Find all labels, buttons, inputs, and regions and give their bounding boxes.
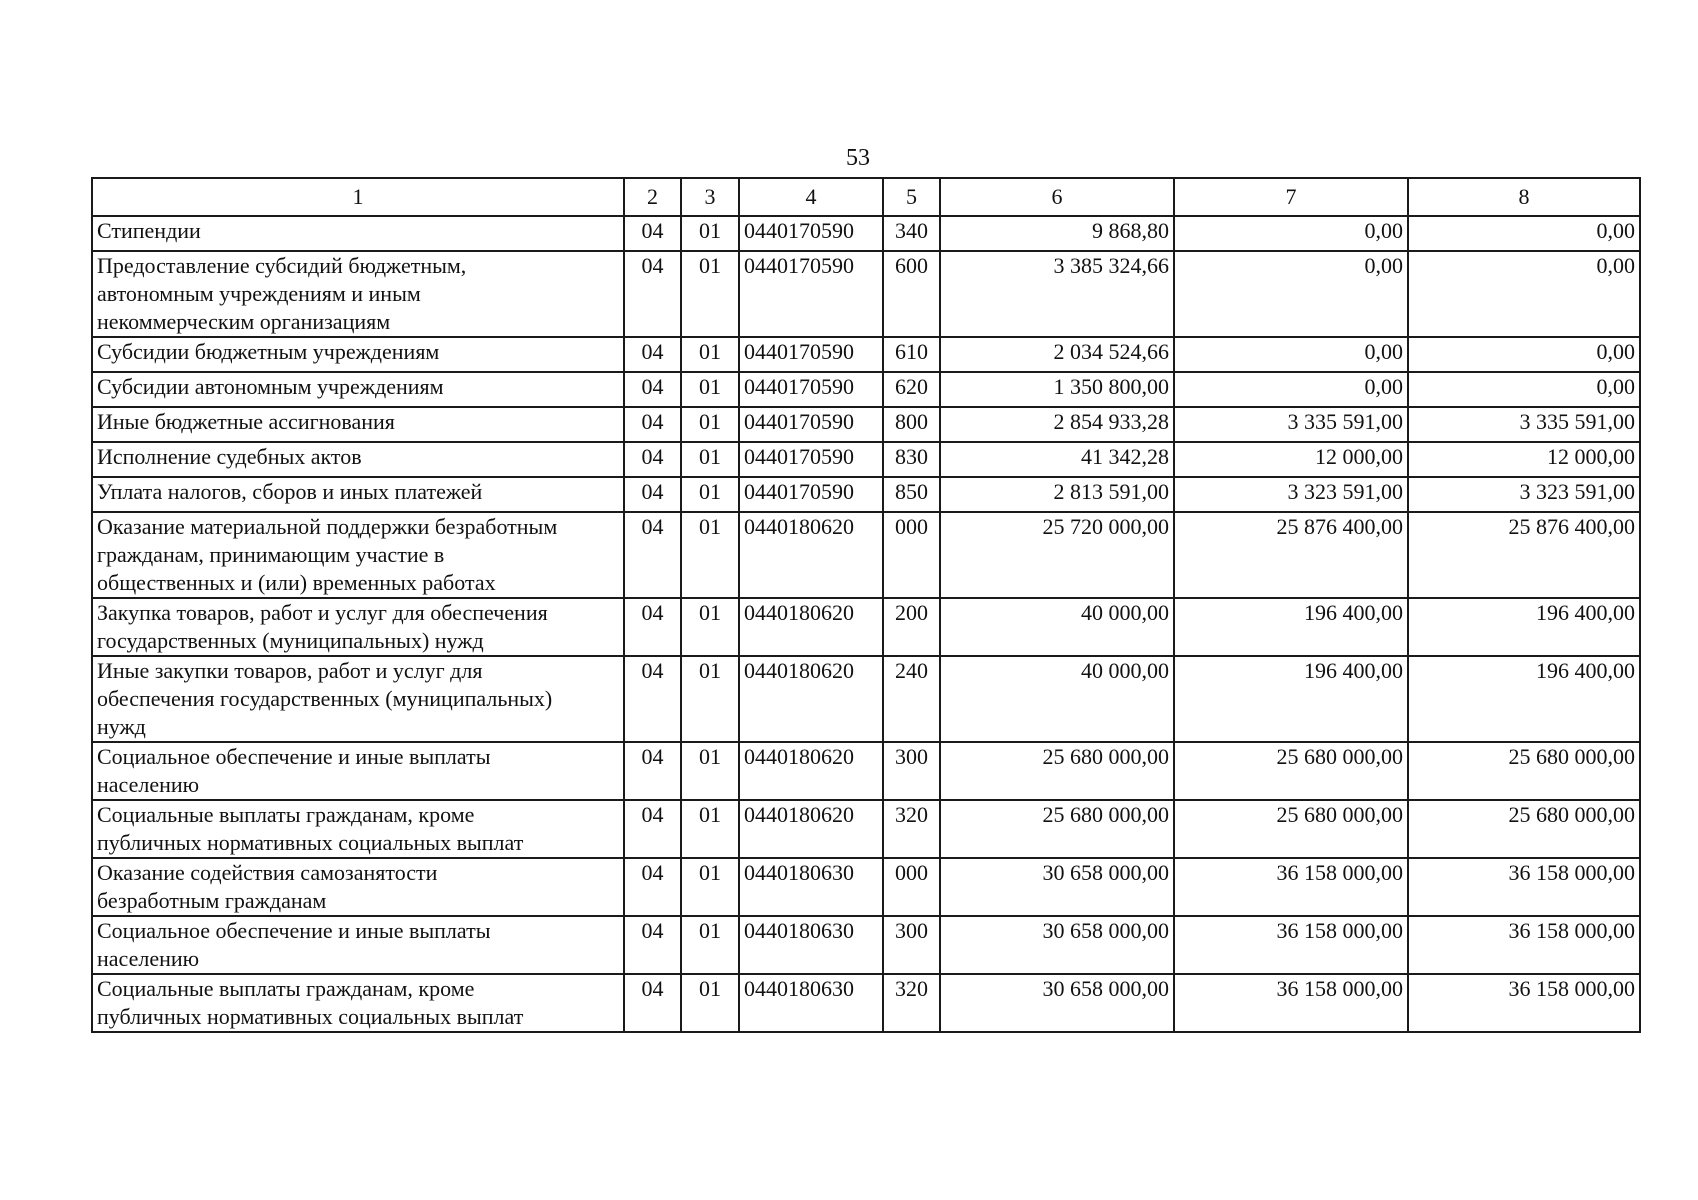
row-label: Социальные выплаты гражданам, кроме публичных нормативных социальных выплат xyxy=(92,800,624,858)
table-body xyxy=(92,216,1640,1032)
subsection-code: 01 xyxy=(681,742,739,800)
section-code: 04 xyxy=(624,656,681,742)
amount-col-7: 12 000,00 xyxy=(1174,442,1408,477)
target-article-code: 0440170590 xyxy=(739,372,883,407)
target-article-code: 0440170590 xyxy=(739,407,883,442)
row-label: Стипендии xyxy=(92,216,624,251)
target-article-code: 0440170590 xyxy=(739,251,883,337)
section-code: 04 xyxy=(624,598,681,656)
amount-col-7: 3 335 591,00 xyxy=(1174,407,1408,442)
subsection-code: 01 xyxy=(681,216,739,251)
row-label: Социальное обеспечение и иные выплаты населению xyxy=(92,916,624,974)
amount-col-8: 12 000,00 xyxy=(1408,442,1640,477)
subsection-code: 01 xyxy=(681,512,739,598)
amount-col-8: 25 680 000,00 xyxy=(1408,742,1640,800)
row-label: Оказание содействия самозанятости безработным гражданам xyxy=(92,858,624,916)
column-header: 7 xyxy=(1174,178,1408,216)
table-row xyxy=(92,656,1640,742)
amount-col-7: 3 323 591,00 xyxy=(1174,477,1408,512)
target-article-code: 0440180620 xyxy=(739,742,883,800)
amount-col-7: 0,00 xyxy=(1174,337,1408,372)
amount-col-7: 25 876 400,00 xyxy=(1174,512,1408,598)
column-header: 6 xyxy=(940,178,1174,216)
section-code: 04 xyxy=(624,512,681,598)
target-article-code: 0440180620 xyxy=(739,656,883,742)
subsection-code: 01 xyxy=(681,372,739,407)
amount-col-6: 30 658 000,00 xyxy=(940,974,1174,1032)
target-article-code: 0440180620 xyxy=(739,512,883,598)
amount-col-6: 2 813 591,00 xyxy=(940,477,1174,512)
section-code: 04 xyxy=(624,800,681,858)
section-code: 04 xyxy=(624,337,681,372)
amount-col-7: 25 680 000,00 xyxy=(1174,742,1408,800)
table-row xyxy=(92,916,1640,974)
amount-col-7: 0,00 xyxy=(1174,372,1408,407)
table-row xyxy=(92,477,1640,512)
subsection-code: 01 xyxy=(681,442,739,477)
column-header: 2 xyxy=(624,178,681,216)
table-row xyxy=(92,251,1640,337)
amount-col-6: 40 000,00 xyxy=(940,656,1174,742)
expense-type-code: 240 xyxy=(883,656,940,742)
amount-col-8: 196 400,00 xyxy=(1408,656,1640,742)
page-number: 53 xyxy=(846,145,870,171)
amount-col-8: 196 400,00 xyxy=(1408,598,1640,656)
amount-col-6: 9 868,80 xyxy=(940,216,1174,251)
target-article-code: 0440180630 xyxy=(739,916,883,974)
expense-type-code: 610 xyxy=(883,337,940,372)
row-label: Социальные выплаты гражданам, кроме публичных нормативных социальных выплат xyxy=(92,974,624,1032)
amount-col-6: 40 000,00 xyxy=(940,598,1174,656)
subsection-code: 01 xyxy=(681,407,739,442)
table-row xyxy=(92,372,1640,407)
amount-col-8: 36 158 000,00 xyxy=(1408,974,1640,1032)
subsection-code: 01 xyxy=(681,337,739,372)
column-header: 1 xyxy=(92,178,624,216)
amount-col-6: 2 854 933,28 xyxy=(940,407,1174,442)
table-row xyxy=(92,858,1640,916)
target-article-code: 0440180630 xyxy=(739,858,883,916)
section-code: 04 xyxy=(624,742,681,800)
amount-col-7: 36 158 000,00 xyxy=(1174,916,1408,974)
target-article-code: 0440170590 xyxy=(739,477,883,512)
expense-type-code: 320 xyxy=(883,974,940,1032)
subsection-code: 01 xyxy=(681,251,739,337)
amount-col-8: 25 680 000,00 xyxy=(1408,800,1640,858)
table-row xyxy=(92,974,1640,1032)
amount-col-6: 30 658 000,00 xyxy=(940,858,1174,916)
expense-type-code: 620 xyxy=(883,372,940,407)
amount-col-8: 0,00 xyxy=(1408,216,1640,251)
table-row xyxy=(92,742,1640,800)
subsection-code: 01 xyxy=(681,598,739,656)
amount-col-6: 25 680 000,00 xyxy=(940,800,1174,858)
section-code: 04 xyxy=(624,916,681,974)
column-header: 3 xyxy=(681,178,739,216)
row-label: Субсидии автономным учреждениям xyxy=(92,372,624,407)
column-header: 4 xyxy=(739,178,883,216)
subsection-code: 01 xyxy=(681,858,739,916)
amount-col-8: 3 323 591,00 xyxy=(1408,477,1640,512)
section-code: 04 xyxy=(624,477,681,512)
expense-type-code: 850 xyxy=(883,477,940,512)
target-article-code: 0440170590 xyxy=(739,216,883,251)
expense-type-code: 600 xyxy=(883,251,940,337)
amount-col-6: 1 350 800,00 xyxy=(940,372,1174,407)
subsection-code: 01 xyxy=(681,974,739,1032)
section-code: 04 xyxy=(624,974,681,1032)
amount-col-6: 2 034 524,66 xyxy=(940,337,1174,372)
row-label: Уплата налогов, сборов и иных платежей xyxy=(92,477,624,512)
target-article-code: 0440170590 xyxy=(739,442,883,477)
amount-col-6: 25 720 000,00 xyxy=(940,512,1174,598)
table-row xyxy=(92,407,1640,442)
expense-type-code: 000 xyxy=(883,512,940,598)
row-label: Оказание материальной поддержки безработным гражданам, принимающим участие в общественных и (или) временных работах xyxy=(92,512,624,598)
row-label: Предоставление субсидий бюджетным, автономным учреждениям и иным некоммерческим организациям xyxy=(92,251,624,337)
expense-type-code: 800 xyxy=(883,407,940,442)
amount-col-7: 196 400,00 xyxy=(1174,598,1408,656)
amount-col-7: 36 158 000,00 xyxy=(1174,974,1408,1032)
amount-col-6: 3 385 324,66 xyxy=(940,251,1174,337)
table-row xyxy=(92,598,1640,656)
section-code: 04 xyxy=(624,251,681,337)
amount-col-8: 36 158 000,00 xyxy=(1408,916,1640,974)
table-row xyxy=(92,512,1640,598)
table-row xyxy=(92,800,1640,858)
expense-type-code: 340 xyxy=(883,216,940,251)
amount-col-8: 0,00 xyxy=(1408,251,1640,337)
table-row xyxy=(92,442,1640,477)
table-row xyxy=(92,337,1640,372)
row-label: Иные закупки товаров, работ и услуг для обеспечения государственных (муниципальных) нужд xyxy=(92,656,624,742)
section-code: 04 xyxy=(624,407,681,442)
amount-col-8: 3 335 591,00 xyxy=(1408,407,1640,442)
expense-type-code: 300 xyxy=(883,742,940,800)
column-header: 5 xyxy=(883,178,940,216)
target-article-code: 0440180630 xyxy=(739,974,883,1032)
budget-table xyxy=(91,177,1641,1033)
expense-type-code: 200 xyxy=(883,598,940,656)
table-header xyxy=(92,178,1640,216)
target-article-code: 0440180620 xyxy=(739,800,883,858)
row-label: Иные бюджетные ассигнования xyxy=(92,407,624,442)
amount-col-6: 41 342,28 xyxy=(940,442,1174,477)
amount-col-8: 25 876 400,00 xyxy=(1408,512,1640,598)
section-code: 04 xyxy=(624,372,681,407)
row-label: Социальное обеспечение и иные выплаты населению xyxy=(92,742,624,800)
amount-col-6: 30 658 000,00 xyxy=(940,916,1174,974)
expense-type-code: 830 xyxy=(883,442,940,477)
row-label: Исполнение судебных актов xyxy=(92,442,624,477)
target-article-code: 0440170590 xyxy=(739,337,883,372)
amount-col-8: 0,00 xyxy=(1408,372,1640,407)
row-label: Субсидии бюджетным учреждениям xyxy=(92,337,624,372)
section-code: 04 xyxy=(624,216,681,251)
subsection-code: 01 xyxy=(681,916,739,974)
expense-type-code: 000 xyxy=(883,858,940,916)
expense-type-code: 300 xyxy=(883,916,940,974)
amount-col-8: 0,00 xyxy=(1408,337,1640,372)
amount-col-7: 0,00 xyxy=(1174,216,1408,251)
subsection-code: 01 xyxy=(681,656,739,742)
amount-col-7: 36 158 000,00 xyxy=(1174,858,1408,916)
subsection-code: 01 xyxy=(681,800,739,858)
expense-type-code: 320 xyxy=(883,800,940,858)
amount-col-7: 196 400,00 xyxy=(1174,656,1408,742)
row-label: Закупка товаров, работ и услуг для обеспечения государственных (муниципальных) нужд xyxy=(92,598,624,656)
section-code: 04 xyxy=(624,442,681,477)
header-row xyxy=(92,178,1640,216)
section-code: 04 xyxy=(624,858,681,916)
subsection-code: 01 xyxy=(681,477,739,512)
column-header: 8 xyxy=(1408,178,1640,216)
amount-col-7: 25 680 000,00 xyxy=(1174,800,1408,858)
table-row xyxy=(92,216,1640,251)
amount-col-6: 25 680 000,00 xyxy=(940,742,1174,800)
amount-col-8: 36 158 000,00 xyxy=(1408,858,1640,916)
target-article-code: 0440180620 xyxy=(739,598,883,656)
amount-col-7: 0,00 xyxy=(1174,251,1408,337)
